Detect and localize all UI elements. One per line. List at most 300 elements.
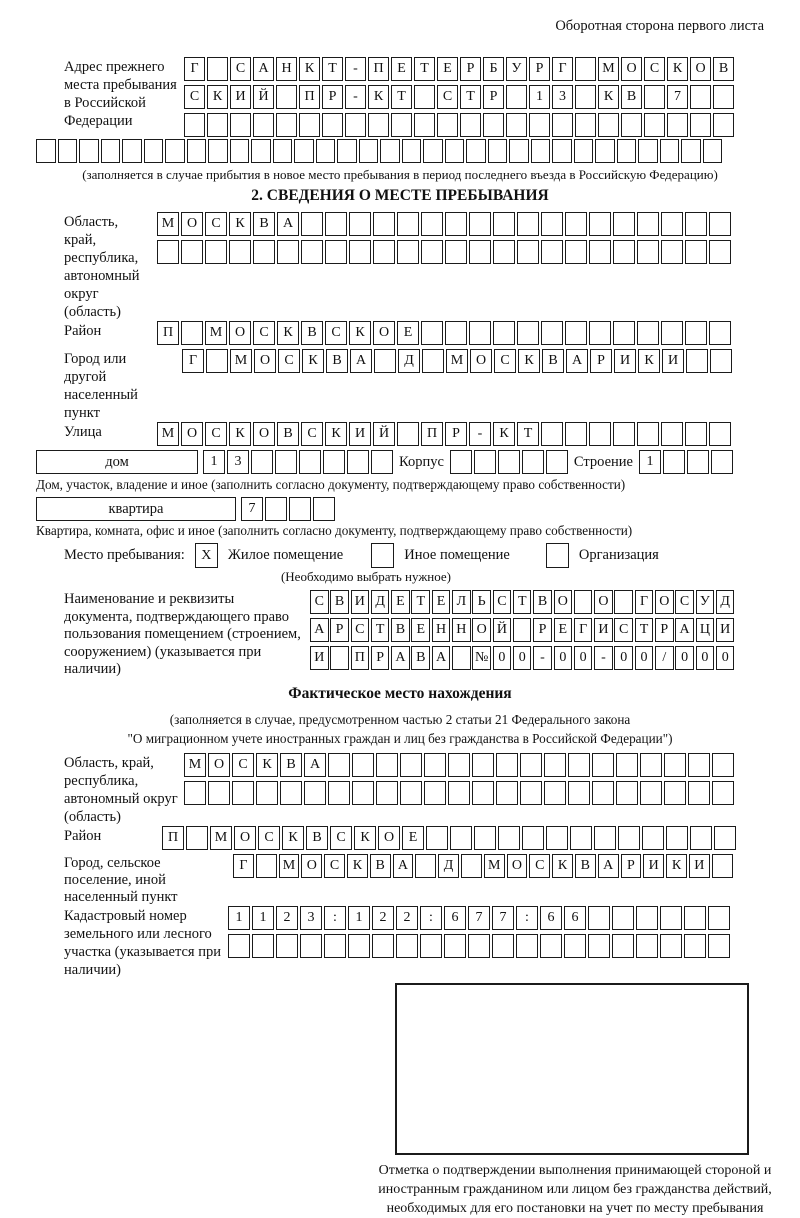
char-box[interactable]: С [310,590,329,614]
char-box[interactable] [638,139,658,163]
char-box[interactable] [300,934,322,958]
char-box[interactable]: Р [655,618,674,642]
char-box[interactable]: О [208,753,230,777]
char-box[interactable]: В [330,590,349,614]
char-box[interactable] [460,113,481,137]
char-box[interactable]: К [598,85,619,109]
char-box[interactable] [474,826,496,850]
char-box[interactable] [522,826,544,850]
char-box[interactable] [450,450,472,474]
char-box[interactable]: 0 [554,646,573,670]
char-box[interactable] [165,139,185,163]
char-box[interactable] [400,781,422,805]
char-box[interactable] [444,934,466,958]
char-box[interactable]: С [324,854,345,878]
char-box[interactable]: 2 [396,906,418,930]
char-box[interactable]: А [391,646,410,670]
char-box[interactable] [276,934,298,958]
char-box[interactable] [690,113,711,137]
char-box[interactable] [667,113,688,137]
char-box[interactable] [637,240,659,264]
char-box[interactable] [372,934,394,958]
char-box[interactable]: О [301,854,322,878]
char-box[interactable]: Е [437,57,458,81]
char-box[interactable]: О [554,590,573,614]
char-box[interactable]: / [655,646,674,670]
char-box[interactable] [230,139,250,163]
char-box[interactable] [684,934,706,958]
char-box[interactable] [686,349,708,373]
char-box[interactable]: Р [460,57,481,81]
char-box[interactable]: В [621,85,642,109]
char-box[interactable] [415,854,436,878]
char-box[interactable]: 3 [300,906,322,930]
char-box[interactable]: Р [371,646,390,670]
char-box[interactable] [709,321,731,345]
char-box[interactable] [483,113,504,137]
char-box[interactable]: И [689,854,710,878]
char-box[interactable] [445,240,467,264]
char-box[interactable] [713,113,734,137]
char-box[interactable] [568,781,590,805]
char-box[interactable]: И [614,349,636,373]
char-box[interactable]: Р [483,85,504,109]
char-box[interactable] [253,113,274,137]
char-box[interactable] [564,934,586,958]
char-box[interactable]: М [446,349,468,373]
char-box[interactable] [301,212,323,236]
char-box[interactable]: П [299,85,320,109]
char-box[interactable] [184,781,206,805]
char-box[interactable] [450,826,472,850]
char-box[interactable]: Р [590,349,612,373]
char-box[interactable]: Н [452,618,471,642]
char-box[interactable] [709,212,731,236]
char-box[interactable]: К [347,854,368,878]
char-box[interactable] [506,113,527,137]
char-box[interactable]: Е [402,826,424,850]
char-box[interactable]: Т [460,85,481,109]
char-box[interactable] [661,422,683,446]
char-box[interactable]: С [205,212,227,236]
char-box[interactable] [589,240,611,264]
char-box[interactable]: 0 [574,646,593,670]
char-box[interactable] [359,139,379,163]
char-box[interactable] [328,781,350,805]
char-box[interactable] [347,450,369,474]
char-box[interactable]: 7 [667,85,688,109]
char-box[interactable] [617,139,637,163]
char-box[interactable]: Г [635,590,654,614]
char-box[interactable] [517,212,539,236]
char-box[interactable] [325,240,347,264]
char-box[interactable]: К [493,422,515,446]
char-box[interactable]: М [205,321,227,345]
char-box[interactable]: К [667,57,688,81]
char-box[interactable] [612,934,634,958]
char-box[interactable]: С [351,618,370,642]
char-box[interactable] [565,321,587,345]
char-box[interactable] [544,781,566,805]
char-box[interactable]: О [470,349,492,373]
char-box[interactable] [684,906,706,930]
char-box[interactable]: И [230,85,251,109]
char-box[interactable] [498,826,520,850]
char-box[interactable]: Н [432,618,451,642]
char-box[interactable]: 1 [348,906,370,930]
char-box[interactable] [517,321,539,345]
char-box[interactable] [208,781,230,805]
char-box[interactable]: - [533,646,552,670]
char-box[interactable]: : [420,906,442,930]
char-box[interactable] [445,212,467,236]
char-box[interactable]: П [157,321,179,345]
char-box[interactable] [661,240,683,264]
char-box[interactable]: О [373,321,395,345]
char-box[interactable]: П [351,646,370,670]
char-box[interactable] [612,906,634,930]
char-box[interactable]: Е [432,590,451,614]
char-box[interactable] [687,450,709,474]
char-box[interactable] [380,139,400,163]
char-box[interactable]: С [230,57,251,81]
char-box[interactable] [618,826,640,850]
char-box[interactable] [493,321,515,345]
char-box[interactable] [122,139,142,163]
char-box[interactable] [520,753,542,777]
char-box[interactable] [472,781,494,805]
char-box[interactable]: Д [438,854,459,878]
char-box[interactable] [488,139,508,163]
char-box[interactable]: Т [322,57,343,81]
char-box[interactable]: Е [397,321,419,345]
char-box[interactable]: С [184,85,205,109]
char-box[interactable]: Д [398,349,420,373]
char-box[interactable] [414,85,435,109]
char-box[interactable]: 0 [513,646,532,670]
char-box[interactable] [594,826,616,850]
char-box[interactable] [368,113,389,137]
char-box[interactable] [710,349,732,373]
char-box[interactable] [232,781,254,805]
char-box[interactable] [187,139,207,163]
char-box[interactable]: М [157,422,179,446]
char-box[interactable] [588,906,610,930]
char-box[interactable] [690,85,711,109]
char-box[interactable] [294,139,314,163]
char-box[interactable] [181,321,203,345]
char-box[interactable]: Ь [472,590,491,614]
char-box[interactable] [529,113,550,137]
char-box[interactable] [613,212,635,236]
char-box[interactable]: Й [493,618,512,642]
char-box[interactable] [414,113,435,137]
char-box[interactable] [144,139,164,163]
char-box[interactable]: С [330,826,352,850]
char-box[interactable] [636,934,658,958]
char-box[interactable] [712,854,733,878]
char-box[interactable] [616,753,638,777]
char-box[interactable] [492,934,514,958]
char-box[interactable] [352,753,374,777]
char-box[interactable]: Р [330,618,349,642]
char-box[interactable] [448,781,470,805]
char-box[interactable]: О [229,321,251,345]
char-box[interactable] [402,139,422,163]
char-box[interactable] [396,934,418,958]
char-box[interactable] [469,212,491,236]
char-box[interactable]: Р [621,854,642,878]
char-box[interactable] [712,781,734,805]
char-box[interactable] [575,113,596,137]
char-box[interactable] [391,113,412,137]
char-box[interactable]: К [325,422,347,446]
char-box[interactable] [660,139,680,163]
char-box[interactable]: В [277,422,299,446]
char-box[interactable]: П [162,826,184,850]
char-box[interactable]: Л [452,590,471,614]
char-box[interactable]: 1 [203,450,225,474]
char-box[interactable]: - [594,646,613,670]
stay-type-checkbox-organization[interactable] [546,543,569,568]
char-box[interactable] [506,85,527,109]
char-box[interactable] [251,139,271,163]
char-box[interactable] [337,139,357,163]
char-box[interactable] [181,240,203,264]
char-box[interactable] [420,934,442,958]
char-box[interactable]: В [575,854,596,878]
char-box[interactable]: С [325,321,347,345]
char-box[interactable]: С [644,57,665,81]
char-box[interactable] [660,934,682,958]
char-box[interactable]: П [368,57,389,81]
char-box[interactable]: 0 [635,646,654,670]
char-box[interactable]: : [516,906,538,930]
char-box[interactable] [570,826,592,850]
char-box[interactable]: К [354,826,376,850]
char-box[interactable]: С [614,618,633,642]
char-box[interactable]: - [345,57,366,81]
char-box[interactable]: Е [391,57,412,81]
char-box[interactable] [452,646,471,670]
char-box[interactable]: 7 [492,906,514,930]
char-box[interactable] [640,753,662,777]
char-box[interactable] [711,450,733,474]
char-box[interactable] [256,854,277,878]
char-box[interactable] [207,113,228,137]
char-box[interactable] [468,934,490,958]
char-box[interactable] [589,212,611,236]
char-box[interactable] [592,781,614,805]
char-box[interactable]: Д [716,590,735,614]
char-box[interactable]: В [391,618,410,642]
char-box[interactable]: В [280,753,302,777]
char-box[interactable]: М [598,57,619,81]
char-box[interactable]: К [256,753,278,777]
char-box[interactable] [373,240,395,264]
char-box[interactable]: К [349,321,371,345]
char-box[interactable] [299,113,320,137]
char-box[interactable]: К [666,854,687,878]
char-box[interactable]: С [253,321,275,345]
char-box[interactable] [205,240,227,264]
char-box[interactable] [397,212,419,236]
char-box[interactable]: 0 [493,646,512,670]
char-box[interactable] [685,321,707,345]
char-box[interactable]: Б [483,57,504,81]
char-box[interactable]: С [675,590,694,614]
char-box[interactable]: М [184,753,206,777]
char-box[interactable] [345,113,366,137]
char-box[interactable]: 6 [564,906,586,930]
char-box[interactable] [644,85,665,109]
char-box[interactable]: 0 [614,646,633,670]
char-box[interactable] [421,212,443,236]
char-box[interactable] [685,422,707,446]
char-box[interactable] [376,753,398,777]
char-box[interactable]: А [598,854,619,878]
char-box[interactable] [644,113,665,137]
char-box[interactable]: Г [233,854,254,878]
char-box[interactable] [273,139,293,163]
char-box[interactable]: М [484,854,505,878]
char-box[interactable]: К [282,826,304,850]
char-box[interactable] [373,212,395,236]
char-box[interactable] [642,826,664,850]
char-box[interactable] [496,753,518,777]
char-box[interactable] [276,113,297,137]
char-box[interactable] [79,139,99,163]
char-box[interactable] [469,240,491,264]
char-box[interactable]: Г [574,618,593,642]
char-box[interactable] [516,934,538,958]
char-box[interactable]: А [253,57,274,81]
char-box[interactable] [469,321,491,345]
char-box[interactable]: Р [529,57,550,81]
char-box[interactable] [275,450,297,474]
char-box[interactable]: 6 [444,906,466,930]
char-box[interactable]: О [253,422,275,446]
char-box[interactable]: Й [253,85,274,109]
char-box[interactable] [574,139,594,163]
char-box[interactable] [466,139,486,163]
char-box[interactable] [544,753,566,777]
char-box[interactable]: Н [276,57,297,81]
char-box[interactable]: О [655,590,674,614]
char-box[interactable] [565,422,587,446]
char-box[interactable] [322,113,343,137]
char-box[interactable] [289,497,311,521]
char-box[interactable]: И [351,590,370,614]
char-box[interactable] [636,906,658,930]
char-box[interactable]: О [181,422,203,446]
char-box[interactable] [541,321,563,345]
char-box[interactable]: Р [533,618,552,642]
char-box[interactable] [575,85,596,109]
char-box[interactable] [546,450,568,474]
char-box[interactable] [493,212,515,236]
char-box[interactable]: Т [513,590,532,614]
char-box[interactable]: О [378,826,400,850]
char-box[interactable]: Т [371,618,390,642]
char-box[interactable] [709,422,731,446]
char-box[interactable] [301,240,323,264]
char-box[interactable]: К [207,85,228,109]
char-box[interactable]: - [469,422,491,446]
char-box[interactable] [280,781,302,805]
char-box[interactable] [681,139,701,163]
char-box[interactable]: А [566,349,588,373]
char-box[interactable]: С [258,826,280,850]
char-box[interactable] [352,781,374,805]
char-box[interactable] [614,590,633,614]
char-box[interactable] [565,212,587,236]
char-box[interactable]: С [205,422,227,446]
char-box[interactable] [424,781,446,805]
char-box[interactable] [552,139,572,163]
char-box[interactable]: У [696,590,715,614]
char-box[interactable] [325,212,347,236]
char-box[interactable] [703,139,723,163]
char-box[interactable] [328,753,350,777]
char-box[interactable]: П [421,422,443,446]
char-box[interactable] [640,781,662,805]
char-box[interactable] [713,85,734,109]
char-box[interactable] [663,450,685,474]
char-box[interactable]: Г [552,57,573,81]
char-box[interactable]: 0 [716,646,735,670]
char-box[interactable]: К [638,349,660,373]
char-box[interactable] [58,139,78,163]
char-box[interactable]: Т [411,590,430,614]
char-box[interactable] [664,781,686,805]
char-box[interactable]: Р [322,85,343,109]
char-box[interactable]: В [411,646,430,670]
char-box[interactable]: № [472,646,491,670]
char-box[interactable] [541,422,563,446]
char-box[interactable] [424,753,446,777]
char-box[interactable] [616,781,638,805]
char-box[interactable] [517,240,539,264]
char-box[interactable] [575,57,596,81]
char-box[interactable]: 2 [276,906,298,930]
char-box[interactable]: К [302,349,324,373]
char-box[interactable]: В [301,321,323,345]
char-box[interactable]: Е [411,618,430,642]
char-box[interactable] [371,450,393,474]
char-box[interactable] [666,826,688,850]
char-box[interactable] [316,139,336,163]
char-box[interactable] [531,139,551,163]
char-box[interactable]: Г [184,57,205,81]
char-box[interactable] [493,240,515,264]
char-box[interactable]: С [232,753,254,777]
char-box[interactable] [637,212,659,236]
char-box[interactable]: С [437,85,458,109]
char-box[interactable]: Р [445,422,467,446]
char-box[interactable]: 6 [540,906,562,930]
char-box[interactable]: К [518,349,540,373]
char-box[interactable] [157,240,179,264]
char-box[interactable]: И [662,349,684,373]
char-box[interactable]: Т [391,85,412,109]
char-box[interactable]: 3 [227,450,249,474]
char-box[interactable] [422,349,444,373]
char-box[interactable]: О [690,57,711,81]
char-box[interactable] [445,321,467,345]
char-box[interactable] [437,113,458,137]
char-box[interactable] [690,826,712,850]
